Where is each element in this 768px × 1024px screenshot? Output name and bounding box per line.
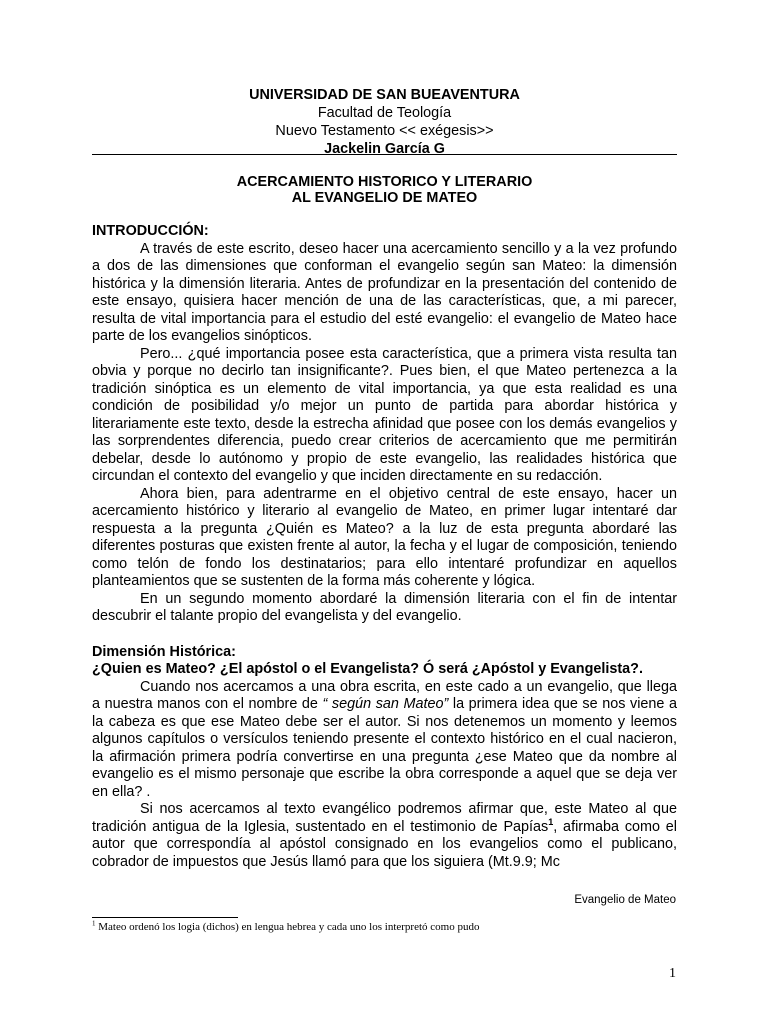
course-name: Nuevo Testamento << exégesis>>: [275, 123, 494, 139]
historical-question: ¿Quien es Mateo? ¿El apóstol o el Evangelista? Ó será ¿Apóstol y Evangelista?.: [92, 661, 643, 677]
footnote-text: Mateo ordenó los logia (dichos) en lengua hebrea y cada uno los interpretó como pudo: [95, 921, 480, 933]
intro-paragraph-3: Ahora bien, para adentrarme en el objetivo central de este ensayo, hacer un acercamiento histórico y literario al evangelio de Mateo, en primer lugar intentaré dar respuesta a la pregunta ¿Quién es Mateo? a la luz de esta pregunta abordaré las diferentes posturas que existen frente al autor, la fecha y el lugar de composición, teniendo como telón de fondo los destinatarios; para ello intentaré profundizar en aquellos planteamientos que se sustenten de la forma más coherente y lógica.: [92, 485, 677, 589]
university-name: UNIVERSIDAD DE SAN BUEAVENTURA: [249, 87, 520, 103]
intro-paragraph-4: En un segundo momento abordaré la dimensión literaria con el fin de intentar descubrir el talante propio del evangelista y del evangelio.: [92, 590, 677, 624]
faculty-name: Facultad de Teología: [317, 105, 452, 121]
historical-p1-part-a: Cuando nos acercamos a una obra escrita, en este cado a un evangelio, que llega a nuestra manos con el nombre de: [92, 678, 677, 712]
historical-p1-quote: “ según san Mateo”: [322, 696, 449, 712]
footnote-mark: 1: [92, 919, 96, 928]
footnote-reference[interactable]: 1: [548, 816, 554, 827]
historical-paragraph-1: [92, 679, 677, 802]
footnote-divider: [92, 917, 238, 918]
document-body: [92, 223, 677, 871]
header-divider: [92, 154, 677, 155]
author-name: Jackelin García G: [324, 141, 445, 157]
footnote: [92, 921, 692, 933]
intro-paragraph-1: A través de este escrito, deseo hacer una acercamiento sencillo y a la vez profundo a dos de las dimensiones que conforman el evangelio según san Mateo: la dimensión histórica y la dimensión literaria. Antes de profundizar en la presentación del contenido de este ensayo, quisiera hacer mención de una de las características, que, a mi parecer, resulta de vital importancia para el estudio del esté evangelio: el evangelio de Mateo hace parte de los evangelios sinópticos.: [92, 240, 677, 344]
historical-p2-part-a: Si nos acercamos al texto evangélico podremos afirmar que, este Mateo al que tradición antigua de la Iglesia, sustentado en el testimonio de Papías: [92, 801, 677, 835]
intro-paragraph-2: Pero... ¿qué importancia posee esta característica, que a primera vista resulta tan obvia y porque no decirlo tan insignificante?. Pues bien, el que Mateo pertenezca a la tradición sinóptica es un elemento de vital importancia, ya que esta realidad es una condición de posibilidad y/o mejor un punto de partida para abordar histórica y literariamente este texto, desde la estrecha afinidad que posee con los demás evangelios y las sorprendentes diferencia, puedo crear criterios de acercamiento que me permitirán debelar, desde lo autónomo y propio de este evangelio, las realidades histórica que circundan el contexto del evangelio y que inciden directamente en su redacción.: [92, 345, 677, 484]
title-line-1: ACERCAMIENTO HISTORICO Y LITERARIO: [236, 174, 533, 190]
section-gap: [92, 626, 677, 644]
historical-heading: Dimensión Histórica:: [92, 643, 236, 660]
historical-p1-part-b: la primera idea que se nos viene a la cabeza es que ese Mateo debe ser el autor. Si nos detenemos un momento y leemos algunos capítulos o versículos teniendo presente el contexto histórico en el cual nacieron, la afirmación primera podría convertirse en una pregunta ¿ese Mateo que da nombre al evangelio es el mismo personaje que escribe la obra corresponde a aquel que se deja ver en ella? .: [92, 696, 677, 800]
historical-paragraph-2: [92, 801, 677, 871]
running-footer: Evangelio de Mateo: [574, 894, 676, 906]
title-line-2: AL EVANGELIO DE MATEO: [291, 190, 478, 206]
document-title: [92, 174, 677, 206]
page-number: 1: [669, 966, 676, 981]
document-header: [92, 86, 677, 158]
historical-p2-part-b: , afirmaba como el autor que correspondía al apóstol consignado en los evangelios como el publicano, cobrador de impuestos que Jesús llamó para que los siguiera (Mt.9.9; Mc: [92, 818, 678, 870]
intro-heading: INTRODUCCIÓN:: [92, 223, 209, 239]
